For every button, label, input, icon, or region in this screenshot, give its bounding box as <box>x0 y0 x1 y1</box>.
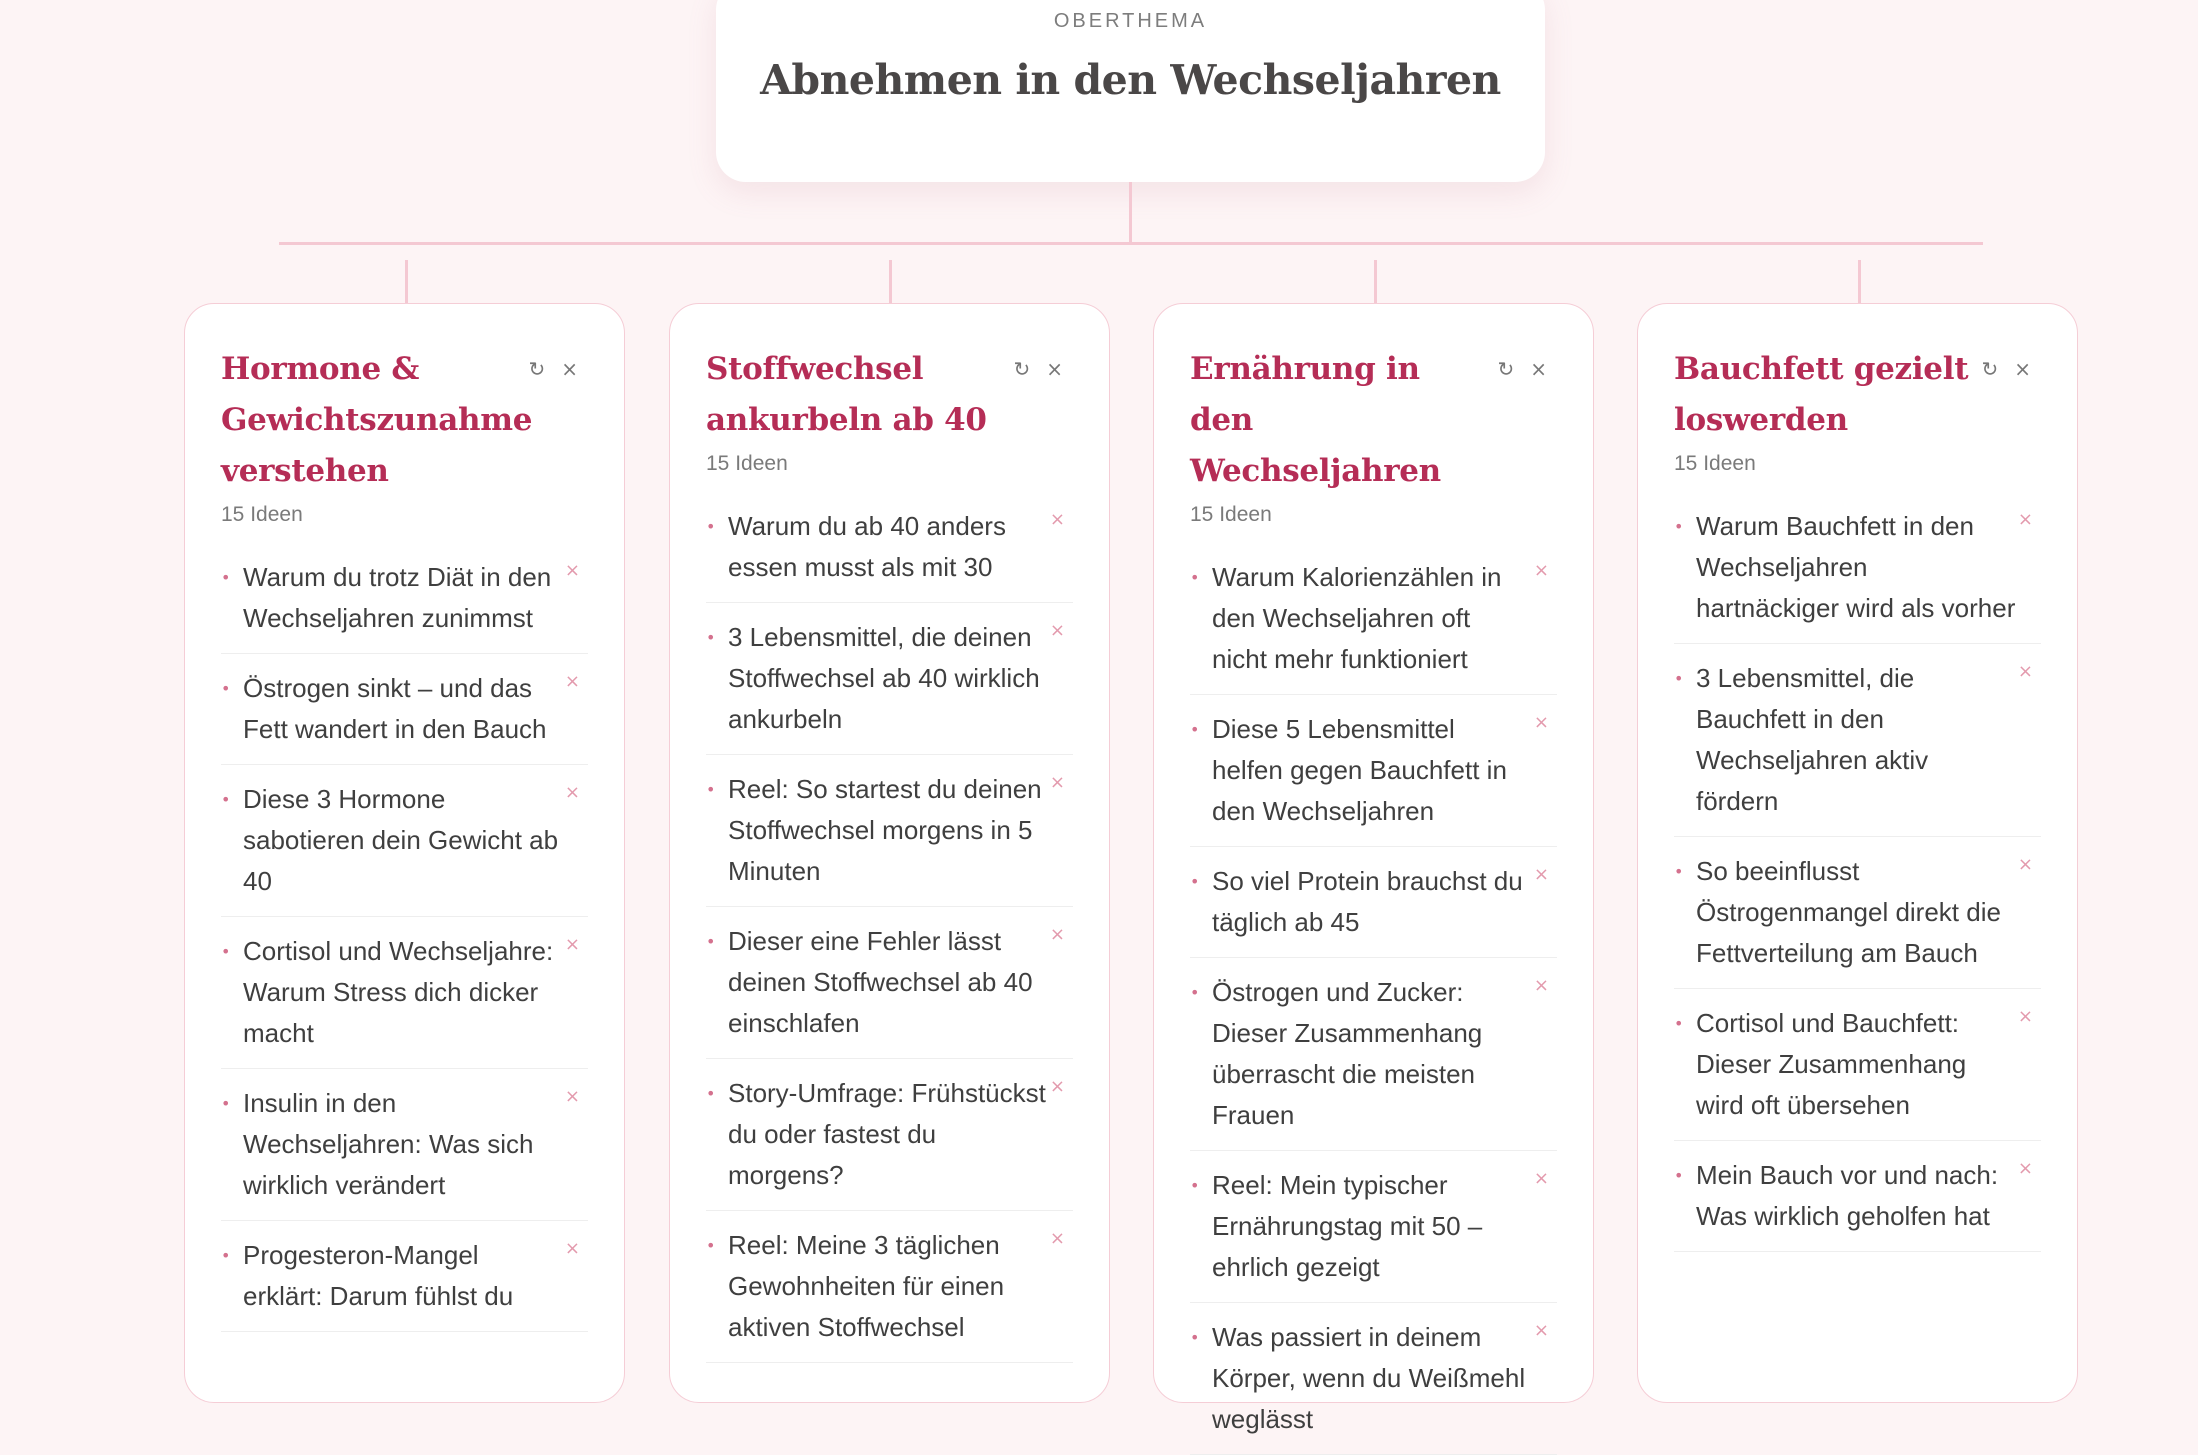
regenerate-icon[interactable]: ↻ <box>1013 357 1031 381</box>
bullet-icon: • <box>706 1236 716 1255</box>
idea-item[interactable] <box>221 668 588 765</box>
connector-branch-3 <box>1374 260 1377 303</box>
regenerate-icon[interactable]: ↻ <box>528 357 546 381</box>
bullet-icon: • <box>1674 517 1684 536</box>
connector-branch-1 <box>405 260 408 303</box>
bullet-icon: • <box>1674 669 1684 688</box>
idea-item[interactable] <box>706 617 1073 755</box>
remove-idea-icon[interactable]: × <box>564 934 580 955</box>
bullet-icon: • <box>221 1094 231 1113</box>
bullet-icon: • <box>1190 720 1200 739</box>
idea-list <box>1190 557 1557 1455</box>
close-icon[interactable]: × <box>561 357 578 381</box>
remove-idea-icon[interactable]: × <box>1533 1320 1549 1341</box>
idea-text: Cortisol und Bauchfett: Dieser Zusammenhang wird oft übersehen <box>1696 1008 1967 1120</box>
column-header <box>221 344 588 497</box>
idea-item[interactable] <box>706 921 1073 1059</box>
column-title: Bauchfett gezielt loswerden <box>1674 351 1969 438</box>
idea-item[interactable] <box>1674 1003 2041 1141</box>
connector-branch-4 <box>1858 260 1861 303</box>
idea-item[interactable] <box>706 1225 1073 1363</box>
subtopic-column <box>669 303 1110 1403</box>
idea-item[interactable] <box>1674 506 2041 644</box>
idea-item[interactable] <box>221 1083 588 1221</box>
bullet-icon: • <box>1190 1176 1200 1195</box>
bullet-icon: • <box>221 679 231 698</box>
column-actions <box>528 344 588 380</box>
idea-text: Insulin in den Wechseljahren: Was sich wirklich verändert <box>243 1088 534 1200</box>
idea-text: Warum Bauchfett in den Wechseljahren hartnäckiger wird als vorher <box>1696 511 2016 623</box>
remove-idea-icon[interactable]: × <box>2017 661 2033 682</box>
bullet-icon: • <box>706 780 716 799</box>
close-icon[interactable]: × <box>1046 357 1063 381</box>
idea-text: Diese 5 Lebensmittel helfen gegen Bauchfett in den Wechseljahren <box>1212 714 1507 826</box>
idea-text: Reel: So startest du deinen Stoffwechsel morgens in 5 Minuten <box>728 774 1042 886</box>
idea-item[interactable] <box>1674 1155 2041 1252</box>
idea-text: So viel Protein brauchst du täglich ab 45 <box>1212 866 1523 937</box>
idea-item[interactable] <box>706 1073 1073 1211</box>
idea-item[interactable] <box>221 557 588 654</box>
remove-idea-icon[interactable]: × <box>2017 1006 2033 1027</box>
idea-item[interactable] <box>1190 972 1557 1151</box>
bullet-icon: • <box>706 628 716 647</box>
idea-text: Östrogen und Zucker: Dieser Zusammenhang überrascht die meisten Frauen <box>1212 977 1483 1130</box>
idea-item[interactable] <box>1190 861 1557 958</box>
subtopic-column <box>1153 303 1594 1434</box>
bullet-icon: • <box>1674 862 1684 881</box>
idea-text: Mein Bauch vor und nach: Was wirklich geholfen hat <box>1696 1160 1999 1231</box>
idea-count: 15 Ideen <box>1674 452 1756 475</box>
idea-text: Was passiert in deinem Körper, wenn du Weißmehl weglässt <box>1212 1322 1526 1434</box>
remove-idea-icon[interactable]: × <box>564 1238 580 1259</box>
remove-idea-icon[interactable]: × <box>1533 560 1549 581</box>
regenerate-icon[interactable]: ↻ <box>1497 357 1515 381</box>
idea-text: Warum Kalorienzählen in den Wechseljahren oft nicht mehr funktioniert <box>1212 562 1502 674</box>
idea-item[interactable] <box>706 769 1073 907</box>
bullet-icon: • <box>1674 1014 1684 1033</box>
bullet-icon: • <box>706 932 716 951</box>
idea-text: Östrogen sinkt – und das Fett wandert in den Bauch <box>243 673 547 744</box>
bullet-icon: • <box>1674 1166 1684 1185</box>
column-header <box>706 344 1073 446</box>
connector-branch-2 <box>889 260 892 303</box>
idea-text: Dieser eine Fehler lässt deinen Stoffwechsel ab 40 einschlafen <box>728 926 1033 1038</box>
column-title: Hormone & Gewichtszunahme verstehen <box>221 351 533 489</box>
remove-idea-icon[interactable]: × <box>1049 620 1065 641</box>
bullet-icon: • <box>706 517 716 536</box>
idea-item[interactable] <box>1190 1317 1557 1455</box>
idea-count: 15 Ideen <box>1190 503 1272 526</box>
idea-text: Warum du trotz Diät in den Wechseljahren zunimmst <box>243 562 552 633</box>
column-actions <box>1497 344 1557 380</box>
remove-idea-icon[interactable]: × <box>564 782 580 803</box>
column-title: Stoffwechsel ankurbeln ab 40 <box>706 351 987 438</box>
remove-idea-icon[interactable]: × <box>1049 924 1065 945</box>
remove-idea-icon[interactable]: × <box>1049 1228 1065 1249</box>
subtopic-column <box>184 303 625 1403</box>
subtopic-column <box>1637 303 2078 1403</box>
bullet-icon: • <box>1190 568 1200 587</box>
idea-item[interactable] <box>1674 658 2041 837</box>
idea-text: Reel: Meine 3 täglichen Gewohnheiten für einen aktiven Stoffwechsel <box>728 1230 1005 1342</box>
idea-text: 3 Lebensmittel, die Bauchfett in den Wechseljahren aktiv fördern <box>1696 663 1929 816</box>
remove-idea-icon[interactable]: × <box>1049 1076 1065 1097</box>
column-title: Ernährung in den Wechseljahren <box>1190 351 1441 489</box>
remove-idea-icon[interactable]: × <box>2017 854 2033 875</box>
column-actions <box>1013 344 1073 380</box>
bullet-icon: • <box>1190 1328 1200 1347</box>
idea-list <box>1674 506 2041 1252</box>
root-topic-card <box>716 0 1545 182</box>
root-title: Abnehmen in den Wechseljahren <box>760 56 1501 104</box>
idea-count: 15 Ideen <box>221 503 303 526</box>
idea-text: Diese 3 Hormone sabotieren dein Gewicht ab 40 <box>243 784 559 896</box>
remove-idea-icon[interactable]: × <box>1049 509 1065 530</box>
bullet-icon: • <box>221 1246 231 1265</box>
idea-text: Warum du ab 40 anders essen musst als mit 30 <box>728 511 1006 582</box>
column-header <box>1674 344 2041 446</box>
remove-idea-icon[interactable]: × <box>1049 772 1065 793</box>
close-icon[interactable]: × <box>1530 357 1547 381</box>
idea-list <box>706 506 1073 1363</box>
remove-idea-icon[interactable]: × <box>564 671 580 692</box>
remove-idea-icon[interactable]: × <box>564 1086 580 1107</box>
idea-item[interactable] <box>1190 1165 1557 1303</box>
idea-text: Story-Umfrage: Frühstückst du oder fastest du morgens? <box>728 1078 1046 1190</box>
bullet-icon: • <box>221 568 231 587</box>
remove-idea-icon[interactable]: × <box>2017 1158 2033 1179</box>
idea-item[interactable] <box>221 779 588 917</box>
idea-item[interactable] <box>221 931 588 1069</box>
idea-item[interactable] <box>1190 557 1557 695</box>
remove-idea-icon[interactable]: × <box>2017 509 2033 530</box>
idea-item[interactable] <box>1674 851 2041 989</box>
bullet-icon: • <box>706 1084 716 1103</box>
remove-idea-icon[interactable]: × <box>1533 864 1549 885</box>
column-actions <box>1981 344 2041 380</box>
idea-list <box>221 557 588 1332</box>
idea-text: 3 Lebensmittel, die deinen Stoffwechsel ab 40 wirklich ankurbeln <box>728 622 1040 734</box>
connector-trunk <box>1129 182 1132 244</box>
idea-text: Progesteron-Mangel erklärt: Darum fühlst du <box>243 1240 514 1311</box>
idea-text: So beeinflusst Östrogenmangel direkt die Fettverteilung am Bauch <box>1696 856 2001 968</box>
remove-idea-icon[interactable]: × <box>564 560 580 581</box>
remove-idea-icon[interactable]: × <box>1533 975 1549 996</box>
root-eyebrow: OBERTHEMA <box>1053 10 1208 32</box>
idea-text: Cortisol und Wechseljahre: Warum Stress dich dicker macht <box>243 936 554 1048</box>
idea-item[interactable] <box>706 506 1073 603</box>
idea-item[interactable] <box>1190 709 1557 847</box>
bullet-icon: • <box>221 790 231 809</box>
idea-text: Reel: Mein typischer Ernährungstag mit 50 – ehrlich gezeigt <box>1212 1170 1483 1282</box>
close-icon[interactable]: × <box>2014 357 2031 381</box>
bullet-icon: • <box>1190 872 1200 891</box>
remove-idea-icon[interactable]: × <box>1533 712 1549 733</box>
bullet-icon: • <box>221 942 231 961</box>
bullet-icon: • <box>1190 983 1200 1002</box>
regenerate-icon[interactable]: ↻ <box>1981 357 1999 381</box>
idea-item[interactable] <box>221 1235 588 1332</box>
remove-idea-icon[interactable]: × <box>1533 1168 1549 1189</box>
idea-count: 15 Ideen <box>706 452 788 475</box>
column-header <box>1190 344 1557 497</box>
connector-horizontal <box>279 242 1983 245</box>
